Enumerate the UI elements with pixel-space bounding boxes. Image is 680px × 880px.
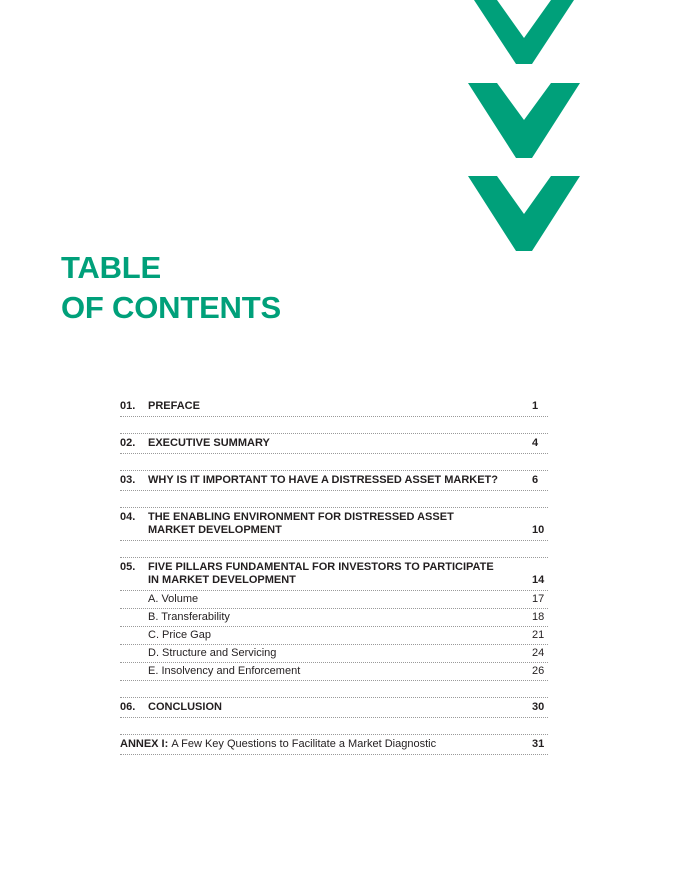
title-line-1: TABLE <box>61 250 162 285</box>
toc-item-five-pillars[interactable] <box>120 558 548 591</box>
chevron-down-icon <box>474 0 574 64</box>
toc-page: 24 <box>532 647 545 659</box>
title-line-2: OF CONTENTS <box>61 290 281 325</box>
divider <box>120 454 548 471</box>
toc-item-preface[interactable] <box>120 397 548 417</box>
toc-title: CONCLUSION <box>148 701 222 713</box>
toc-item-annex[interactable] <box>120 735 548 755</box>
toc-subitem-title: A. Volume <box>148 593 199 605</box>
toc-subitem-title: E. Insolvency and Enforcement <box>148 665 301 677</box>
toc-number: 01. <box>120 400 136 412</box>
toc-page: 14 <box>532 574 545 586</box>
toc-subitem-volume[interactable] <box>120 591 548 609</box>
chevron-down-icon <box>468 83 580 158</box>
toc-subitem-insolvency[interactable] <box>120 663 548 681</box>
toc-subitem-transferability[interactable] <box>120 609 548 627</box>
divider <box>120 491 548 508</box>
toc-subitem-title: B. Transferability <box>148 611 230 623</box>
toc-subitem-price-gap[interactable] <box>120 627 548 645</box>
toc-item-executive-summary[interactable] <box>120 434 548 454</box>
toc-page: 26 <box>532 665 545 677</box>
toc-page: 18 <box>532 611 545 623</box>
divider <box>120 417 548 434</box>
toc-title <box>120 738 532 751</box>
toc-number: 03. <box>120 474 136 486</box>
divider <box>120 681 548 698</box>
divider <box>120 541 548 558</box>
toc-page: 10 <box>532 524 545 536</box>
divider <box>120 718 548 735</box>
toc-title: PREFACE <box>148 400 200 412</box>
toc-item-enabling-environment[interactable] <box>120 508 548 541</box>
toc-title: FIVE PILLARS FUNDAMENTAL FOR INVESTORS TO PARTICIPATE IN MARKET DEVELOPMENT <box>148 561 494 586</box>
page-title <box>61 248 281 328</box>
toc-item-conclusion[interactable] <box>120 698 548 718</box>
toc-item-why-important[interactable] <box>120 471 548 491</box>
toc-subitem-structure-servicing[interactable] <box>120 645 548 663</box>
toc-page: 4 <box>532 437 539 449</box>
chevron-down-icon <box>468 176 580 251</box>
toc-number: 06. <box>120 701 136 713</box>
toc-page: 30 <box>532 701 545 713</box>
annex-text: A Few Key Questions to Facilitate a Market Diagnostic <box>171 738 437 750</box>
toc-page: 6 <box>532 474 539 486</box>
toc-page: 31 <box>532 738 545 750</box>
chevron-down-icons <box>466 0 582 252</box>
toc-title: WHY IS IT IMPORTANT TO HAVE A DISTRESSED ASSET MARKET? <box>148 474 498 486</box>
toc-title: EXECUTIVE SUMMARY <box>148 437 270 449</box>
toc-subitem-title: D. Structure and Servicing <box>148 647 277 659</box>
annex-label: ANNEX I: <box>120 738 172 750</box>
toc-number: 04. <box>120 511 136 523</box>
toc-page: 21 <box>532 629 545 641</box>
toc-number: 02. <box>120 437 136 449</box>
toc-subitem-title: C. Price Gap <box>148 629 211 641</box>
toc-title: THE ENABLING ENVIRONMENT FOR DISTRESSED ASSET MARKET DEVELOPMENT <box>148 511 454 536</box>
table-of-contents <box>120 397 548 755</box>
toc-number: 05. <box>120 561 136 573</box>
toc-page: 1 <box>532 400 539 412</box>
toc-page: 17 <box>532 593 545 605</box>
